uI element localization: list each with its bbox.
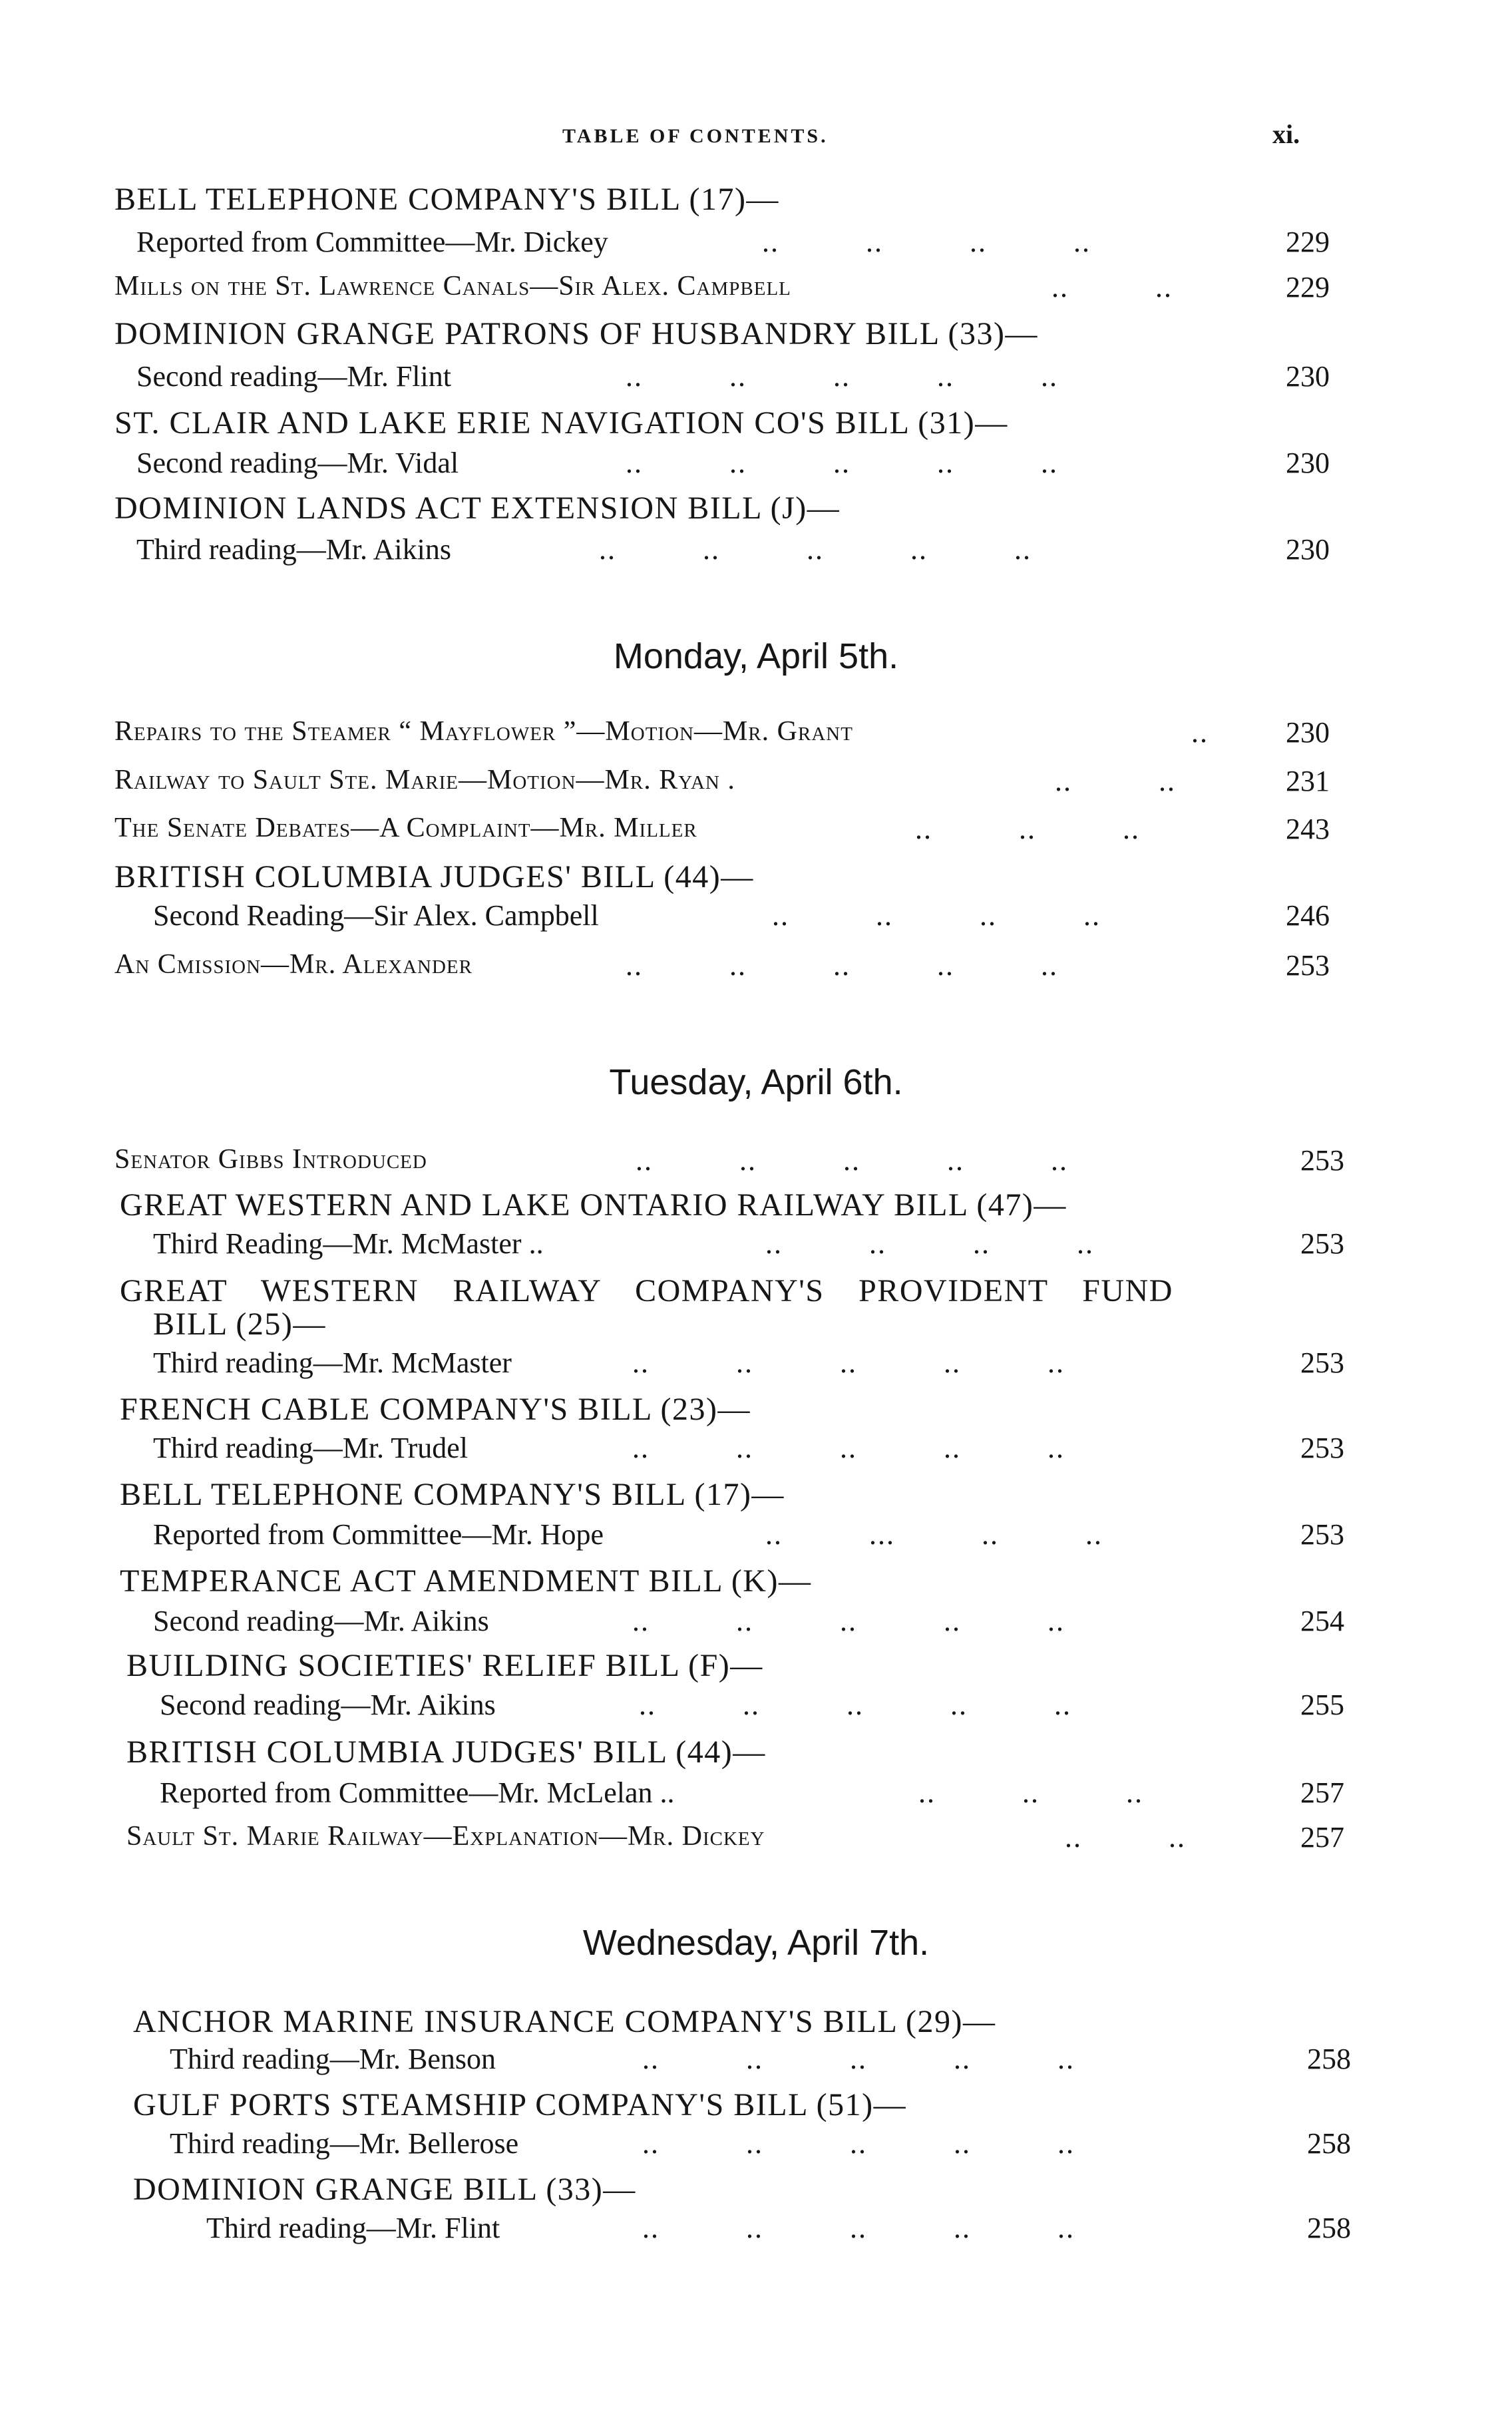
entry-page-number: 230 (1286, 360, 1330, 393)
entry-page-number: 253 (1300, 1144, 1344, 1177)
entry-page-number: 246 (1286, 899, 1330, 932)
entry-page-number: 253 (1300, 1518, 1344, 1551)
entry-heading: An Cmission—Mr. Alexander (114, 949, 472, 980)
dot-leaders: .. .. .. .. (772, 899, 1101, 932)
entry-heading: Mills on the St. Lawrence Canals—Sir Alex. Campbell (114, 271, 791, 302)
entry-subline: Third reading—Mr. Benson (170, 2043, 496, 2075)
entry-page-number: 254 (1300, 1605, 1344, 1637)
entry-subline: Third reading—Mr. Aikins (136, 533, 451, 566)
entry-subline: Second reading—Mr. Flint (136, 360, 451, 393)
entry-page-number: 229 (1286, 271, 1330, 303)
dot-leaders: .. .. .. .. .. (626, 447, 1058, 479)
entry-heading: Sault St. Marie Railway—Explanation—Mr. Dickey (126, 1821, 765, 1852)
dot-leaders: .. .. .. .. .. (639, 1689, 1071, 1721)
entry-heading: Repairs to the Steamer “ Mayflower ”—Motion—Mr. Grant (114, 716, 853, 747)
dot-leaders: .. .. (1065, 1821, 1186, 1854)
page-folio: xi. (1272, 119, 1300, 149)
entry-heading: BRITISH COLUMBIA JUDGES' BILL (44)— (126, 1734, 766, 1770)
entry-heading: GULF PORTS STEAMSHIP COMPANY'S BILL (51)— (133, 2087, 907, 2122)
entry-page-number: 258 (1307, 2043, 1351, 2075)
dot-leaders: .. ... .. .. (765, 1518, 1103, 1551)
day-heading: Tuesday, April 6th. (609, 1062, 903, 1102)
entry-page-number: 253 (1300, 1227, 1344, 1260)
dot-leaders: .. .. .. .. .. (642, 2127, 1075, 2160)
entry-heading: GREAT WESTERN AND LAKE ONTARIO RAILWAY BILL (47)— (120, 1187, 1067, 1223)
day-heading: Monday, April 5th. (613, 636, 899, 676)
entry-subline: Third Reading—Mr. McMaster .. (153, 1227, 544, 1260)
dot-leaders: .. .. .. .. .. (632, 1605, 1065, 1637)
entry-heading: FRENCH CABLE COMPANY'S BILL (23)— (120, 1392, 751, 1427)
entry-page-number: 253 (1300, 1432, 1344, 1464)
entry-page-number: 255 (1300, 1689, 1344, 1721)
entry-heading: ST. CLAIR AND LAKE ERIE NAVIGATION CO'S BILL (31)— (114, 405, 1008, 441)
entry-heading: BUILDING SOCIETIES' RELIEF BILL (F)— (126, 1648, 763, 1683)
entry-heading: TEMPERANCE ACT AMENDMENT BILL (K)— (120, 1563, 812, 1599)
entry-subline: Reported from Committee—Mr. McLelan .. (160, 1776, 675, 1809)
entry-heading: BRITISH COLUMBIA JUDGES' BILL (44)— (114, 859, 754, 895)
dot-leaders: .. .. .. .. .. (632, 1346, 1065, 1379)
entry-page-number: 257 (1300, 1821, 1344, 1854)
entry-heading: DOMINION GRANGE BILL (33)— (133, 2172, 636, 2207)
entry-subline: Second reading—Mr. Aikins (153, 1605, 489, 1637)
dot-leaders: .. .. .. .. .. (599, 533, 1032, 566)
entry-page-number: 258 (1307, 2127, 1351, 2160)
dot-leaders: .. .. .. .. (765, 1227, 1094, 1260)
entry-page-number: 230 (1286, 447, 1330, 479)
entry-page-number: 231 (1286, 765, 1330, 797)
entry-page-number: 253 (1300, 1346, 1344, 1379)
dot-leaders: .. .. .. (915, 813, 1140, 845)
running-title: TABLE OF CONTENTS. (562, 125, 829, 147)
entry-subline: Reported from Committee—Mr. Dickey (136, 226, 608, 258)
day-heading: Wednesday, April 7th. (582, 1923, 930, 1963)
entry-page-number: 257 (1300, 1776, 1344, 1809)
entry-page-number: 229 (1286, 226, 1330, 258)
entry-subline: Third reading—Mr. Trudel (153, 1432, 468, 1464)
dot-leaders: .. .. .. .. .. (642, 2043, 1075, 2075)
entry-subline: Third reading—Mr. McMaster (153, 1346, 512, 1379)
entry-heading: GREAT WESTERN RAILWAY COMPANY'S PROVIDENT FUND (120, 1273, 1173, 1309)
dot-leaders: .. .. (1051, 271, 1173, 303)
entry-heading-continued: BILL (25)— (153, 1307, 326, 1342)
entry-page-number: 258 (1307, 2212, 1351, 2244)
entry-heading: BELL TELEPHONE COMPANY'S BILL (17)— (120, 1477, 785, 1512)
entry-page-number: 253 (1286, 949, 1330, 982)
dot-leaders: .. .. (1055, 765, 1176, 797)
entry-subline: Third reading—Mr. Bellerose (170, 2127, 519, 2160)
entry-heading: DOMINION GRANGE PATRONS OF HUSBANDRY BILL (33)— (114, 316, 1038, 351)
dot-leaders: .. .. .. (918, 1776, 1143, 1809)
entry-heading: DOMINION LANDS ACT EXTENSION BILL (J)— (114, 491, 841, 526)
running-header (0, 118, 1512, 158)
entry-subline: Second reading—Mr. Vidal (136, 447, 459, 479)
entry-heading: BELL TELEPHONE COMPANY'S BILL (17)— (114, 182, 779, 217)
dot-leaders: .. .. .. .. .. (636, 1144, 1068, 1177)
entry-subline: Reported from Committee—Mr. Hope (153, 1518, 604, 1551)
entry-subline: Second Reading—Sir Alex. Campbell (153, 899, 599, 932)
entry-page-number: 243 (1286, 813, 1330, 845)
entry-heading: Railway to Sault Ste. Marie—Motion—Mr. Ryan . (114, 765, 735, 795)
dot-leaders: .. .. .. .. (762, 226, 1091, 258)
dot-leaders: .. .. .. .. .. (632, 1432, 1065, 1464)
entry-subline: Third reading—Mr. Flint (206, 2212, 500, 2244)
dot-leaders: .. (1191, 716, 1209, 749)
entry-page-number: 230 (1286, 716, 1330, 749)
dot-leaders: .. .. .. .. .. (626, 360, 1058, 393)
entry-heading: ANCHOR MARINE INSURANCE COMPANY'S BILL (29)— (133, 2004, 996, 2039)
entry-heading: Senator Gibbs Introduced (114, 1144, 427, 1175)
entry-page-number: 230 (1286, 533, 1330, 566)
dot-leaders: .. .. .. .. .. (642, 2212, 1075, 2244)
entry-subline: Second reading—Mr. Aikins (160, 1689, 496, 1721)
entry-heading: The Senate Debates—A Complaint—Mr. Miller (114, 813, 697, 843)
dot-leaders: .. .. .. .. .. (626, 949, 1058, 982)
